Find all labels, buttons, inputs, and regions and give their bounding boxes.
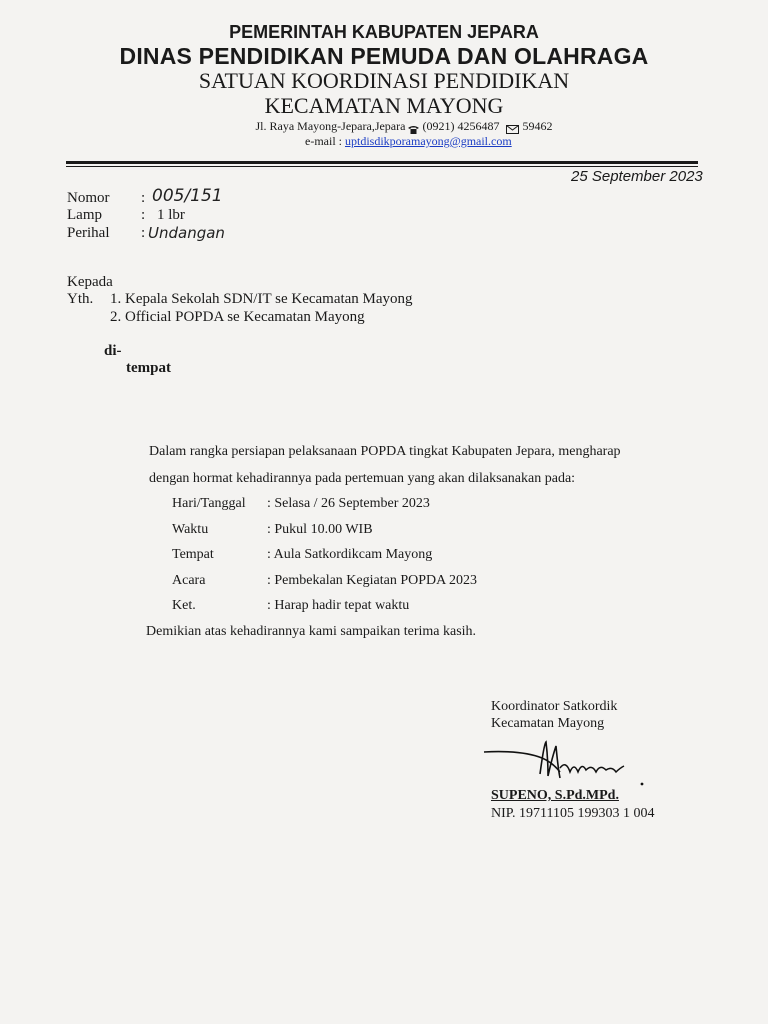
- header-divider-thin: [66, 166, 698, 167]
- meta-attachment-sep: :: [141, 207, 146, 223]
- letterhead-government: PEMERINTAH KABUPATEN JEPARA: [229, 22, 539, 42]
- envelope-icon: [506, 123, 519, 132]
- detail-label: Hari/Tanggal: [172, 496, 246, 511]
- email-link[interactable]: uptdisdikporamayong@gmail.com: [344, 134, 512, 148]
- detail-row: [172, 496, 430, 512]
- meta-subject-value: Undangan: [148, 224, 225, 242]
- letterhead-unit: SATUAN KOORDINASI PENDIDIKAN: [198, 68, 570, 93]
- detail-value: : Pukul 10.00 WIB: [267, 522, 373, 537]
- meta-subject-sep: :: [141, 225, 146, 241]
- detail-label: Ket.: [172, 598, 196, 613]
- detail-value: : Selasa / 26 September 2023: [267, 496, 430, 511]
- body-closing: Demikian atas kehadirannya kami sampaikan terima kasih.: [146, 624, 477, 639]
- body-intro-line-2: dengan hormat kehadirannya pada pertemuan yang akan dilaksanakan pada:: [149, 471, 576, 486]
- telephone-icon: [408, 123, 419, 132]
- email-label: e-mail :: [305, 134, 342, 148]
- recipient-item-2: 2. Official POPDA se Kecamatan Mayong: [110, 309, 365, 325]
- meta-number-value: 005/151: [152, 186, 223, 206]
- recipient-kepada: Kepada: [67, 274, 113, 290]
- signature-title-1: Koordinator Satkordik: [491, 699, 618, 714]
- detail-label: Tempat: [172, 547, 214, 562]
- detail-label: Acara: [172, 573, 206, 588]
- detail-row: [172, 547, 432, 563]
- handwritten-signature: [482, 738, 652, 788]
- body-intro-line-1: Dalam rangka persiapan pelaksanaan POPDA tingkat Kabupaten Jepara, mengharap: [149, 444, 621, 459]
- letter-date: 25 September 2023: [571, 168, 703, 185]
- recipient-item-1: 1. Kepala Sekolah SDN/IT se Kecamatan Mayong: [110, 291, 413, 307]
- detail-row: [172, 573, 477, 589]
- recipient-tempat: tempat: [126, 360, 171, 376]
- letterhead-district: KECAMATAN MAYONG: [264, 93, 504, 118]
- meta-number-label: Nomor: [67, 190, 110, 206]
- signature-nip: NIP. 19711105 199303 1 004: [491, 806, 655, 821]
- detail-value: : Aula Satkordikcam Mayong: [267, 547, 433, 562]
- phone-text: (0921) 4256487: [422, 119, 500, 133]
- address-text: Jl. Raya Mayong-Jepara,Jepara: [255, 119, 406, 133]
- signature-title-2: Kecamatan Mayong: [491, 716, 605, 731]
- detail-label: Waktu: [172, 522, 209, 537]
- header-divider-thick: [66, 161, 698, 164]
- recipient-di: di-: [104, 343, 122, 359]
- postal-code-text: 59462: [522, 119, 553, 133]
- meta-subject-label: Perihal: [67, 225, 110, 241]
- detail-row: [172, 522, 373, 538]
- email-row: [305, 134, 512, 149]
- recipient-yth: Yth.: [67, 291, 94, 307]
- meta-attachment-label: Lamp: [67, 207, 102, 223]
- letterhead-contact: [0, 119, 768, 134]
- detail-row: [172, 598, 409, 614]
- signature-name: SUPENO, S.Pd.MPd.: [491, 788, 619, 803]
- meta-number-sep: :: [141, 190, 146, 206]
- letterhead-agency: DINAS PENDIDIKAN PEMUDA DAN OLAHRAGA: [119, 43, 649, 69]
- detail-value: : Harap hadir tepat waktu: [267, 598, 410, 613]
- detail-value: : Pembekalan Kegiatan POPDA 2023: [267, 573, 477, 588]
- meta-attachment-value: 1 lbr: [157, 207, 185, 223]
